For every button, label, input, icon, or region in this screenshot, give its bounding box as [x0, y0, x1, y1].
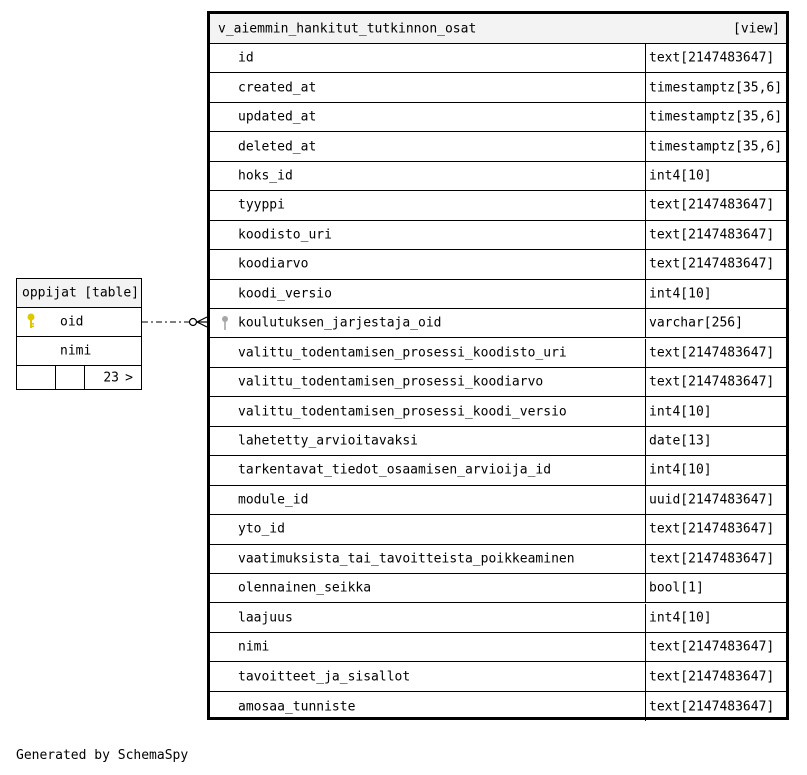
column-type-cell	[646, 574, 786, 602]
column-name: id	[238, 50, 254, 66]
view-column-row	[210, 73, 786, 102]
view-column-row	[210, 486, 786, 515]
column-type: int4[10]	[649, 168, 712, 184]
column-type: text[2147483647]	[649, 256, 775, 272]
column-type-cell	[646, 515, 786, 543]
oppijat-footer-cell	[56, 366, 85, 390]
oppijat-row-oid	[17, 308, 141, 337]
column-name: vaatimuksista_tai_tavoitteista_poikkeaminen	[238, 551, 575, 567]
column-type-cell	[646, 280, 786, 308]
oppijat-table-footer	[17, 366, 141, 390]
column-type-cell	[646, 368, 786, 396]
view-table-kind: [view]	[733, 21, 780, 36]
column-type-cell	[646, 662, 786, 690]
oppijat-children-count: 23	[103, 370, 119, 386]
column-type-cell	[646, 44, 786, 72]
column-name: tavoitteet_ja_sisallot	[238, 669, 411, 685]
view-column-row	[210, 44, 786, 73]
view-column-row	[210, 191, 786, 220]
column-name: valittu_todentamisen_prosessi_koodisto_uri	[238, 345, 567, 361]
column-type: uuid[2147483647]	[649, 492, 775, 508]
column-type-cell	[646, 250, 786, 278]
column-name: valittu_todentamisen_prosessi_koodi_versio	[238, 404, 567, 420]
oppijat-column-oid: oid	[60, 314, 84, 330]
oppijat-footer-cell	[17, 366, 56, 390]
column-type: int4[10]	[649, 610, 712, 626]
view-column-row	[210, 162, 786, 191]
view-column-row	[210, 456, 786, 485]
column-name-cell	[210, 250, 646, 278]
view-column-row	[210, 103, 786, 132]
column-name-cell	[210, 162, 646, 190]
zero-optionality-icon	[190, 319, 197, 326]
column-name-cell	[210, 574, 646, 602]
column-type-cell	[646, 132, 786, 160]
column-type: text[2147483647]	[649, 197, 775, 213]
column-type: text[2147483647]	[649, 345, 775, 361]
view-column-row	[210, 427, 786, 456]
column-name-cell	[210, 103, 646, 131]
view-column-row	[210, 633, 786, 662]
column-type-cell	[646, 103, 786, 131]
column-type-cell	[646, 73, 786, 101]
generated-by-footer: Generated by SchemaSpy	[16, 748, 189, 763]
column-type: text[2147483647]	[649, 521, 775, 537]
column-type-cell	[646, 545, 786, 573]
column-type: text[2147483647]	[649, 639, 775, 655]
oppijat-table-header	[17, 279, 141, 308]
foreign-key-icon	[220, 315, 230, 331]
column-type-cell	[646, 309, 786, 337]
column-type: text[2147483647]	[649, 699, 775, 715]
view-column-row	[210, 604, 786, 633]
column-type: text[2147483647]	[649, 551, 775, 567]
column-name: created_at	[238, 80, 317, 96]
column-name-cell	[210, 427, 646, 455]
column-type-cell	[646, 339, 786, 367]
column-name: tarkentavat_tiedot_osaamisen_arvioija_id	[238, 462, 552, 478]
column-name: updated_at	[238, 109, 317, 125]
column-name-cell	[210, 633, 646, 661]
column-type: text[2147483647]	[649, 374, 775, 390]
column-name: hoks_id	[238, 168, 293, 184]
column-name-cell	[210, 44, 646, 72]
column-type: text[2147483647]	[649, 50, 775, 66]
column-name-cell	[210, 515, 646, 543]
view-column-row	[210, 574, 786, 603]
view-column-row	[210, 692, 786, 721]
column-name-cell	[210, 73, 646, 101]
primary-key-icon	[26, 313, 36, 329]
column-name-cell	[210, 191, 646, 219]
column-name: koodi_versio	[238, 286, 332, 302]
oppijat-table	[16, 278, 142, 390]
view-column-row	[210, 397, 786, 426]
view-column-row	[210, 545, 786, 574]
column-type-cell	[646, 692, 786, 721]
column-type-cell	[646, 427, 786, 455]
column-name-cell	[210, 280, 646, 308]
column-type-cell	[646, 604, 786, 632]
column-name: lahetetty_arvioitavaksi	[238, 433, 419, 449]
view-column-row	[210, 515, 786, 544]
column-name: valittu_todentamisen_prosessi_koodiarvo	[238, 374, 544, 390]
view-column-row	[210, 280, 786, 309]
view-column-row	[210, 221, 786, 250]
column-name-cell	[210, 132, 646, 160]
column-type: timestamptz[35,6]	[649, 109, 783, 125]
column-type: int4[10]	[649, 404, 712, 420]
column-name-cell	[210, 397, 646, 425]
column-name: deleted_at	[238, 139, 317, 155]
column-type-cell	[646, 221, 786, 249]
view-table-name: v_aiemmin_hankitut_tutkinnon_osat	[218, 21, 477, 36]
view-column-row	[210, 339, 786, 368]
oppijat-table-kind: [table]	[84, 285, 139, 301]
crowsfoot-many-icon	[197, 317, 207, 327]
column-name-cell	[210, 309, 646, 337]
column-name-cell	[210, 368, 646, 396]
column-name: laajuus	[238, 610, 293, 626]
oppijat-column-nimi: nimi	[60, 343, 92, 359]
column-name: nimi	[238, 639, 270, 655]
column-name-cell	[210, 545, 646, 573]
column-type-cell	[646, 456, 786, 484]
column-type: int4[10]	[649, 286, 712, 302]
column-name: koodiarvo	[238, 256, 309, 272]
column-name-cell	[210, 662, 646, 690]
relationship-connector	[140, 312, 210, 332]
column-name: koodisto_uri	[238, 227, 332, 243]
oppijat-row-nimi	[17, 337, 141, 366]
column-type: text[2147483647]	[649, 227, 775, 243]
column-name-cell	[210, 456, 646, 484]
column-type-cell	[646, 633, 786, 661]
column-type: varchar[256]	[649, 315, 743, 331]
column-type: timestamptz[35,6]	[649, 139, 783, 155]
column-name: amosaa_tunniste	[238, 699, 356, 715]
column-type: date[13]	[649, 433, 712, 449]
column-name-cell	[210, 486, 646, 514]
column-name: tyyppi	[238, 197, 285, 213]
column-type: text[2147483647]	[649, 669, 775, 685]
column-type-cell	[646, 191, 786, 219]
column-type-cell	[646, 486, 786, 514]
column-type: int4[10]	[649, 462, 712, 478]
column-type-cell	[646, 397, 786, 425]
view-column-row	[210, 368, 786, 397]
view-column-row	[210, 250, 786, 279]
column-type-cell	[646, 162, 786, 190]
view-column-row	[210, 662, 786, 691]
column-name: yto_id	[238, 521, 285, 537]
oppijat-children-link[interactable]	[85, 366, 141, 390]
column-name: koulutuksen_jarjestaja_oid	[238, 315, 442, 331]
column-name: olennainen_seikka	[238, 580, 372, 596]
view-table-rows	[210, 44, 786, 717]
column-type: bool[1]	[649, 580, 704, 596]
view-column-row	[210, 309, 786, 338]
view-table	[207, 11, 789, 720]
column-type: timestamptz[35,6]	[649, 80, 783, 96]
chevron-right-icon: >	[125, 370, 133, 386]
view-table-header	[210, 14, 786, 44]
column-name-cell	[210, 692, 646, 721]
oppijat-table-name: oppijat	[22, 285, 77, 301]
column-name: module_id	[238, 492, 309, 508]
column-name-cell	[210, 604, 646, 632]
column-name-cell	[210, 221, 646, 249]
view-column-row	[210, 132, 786, 161]
column-name-cell	[210, 339, 646, 367]
